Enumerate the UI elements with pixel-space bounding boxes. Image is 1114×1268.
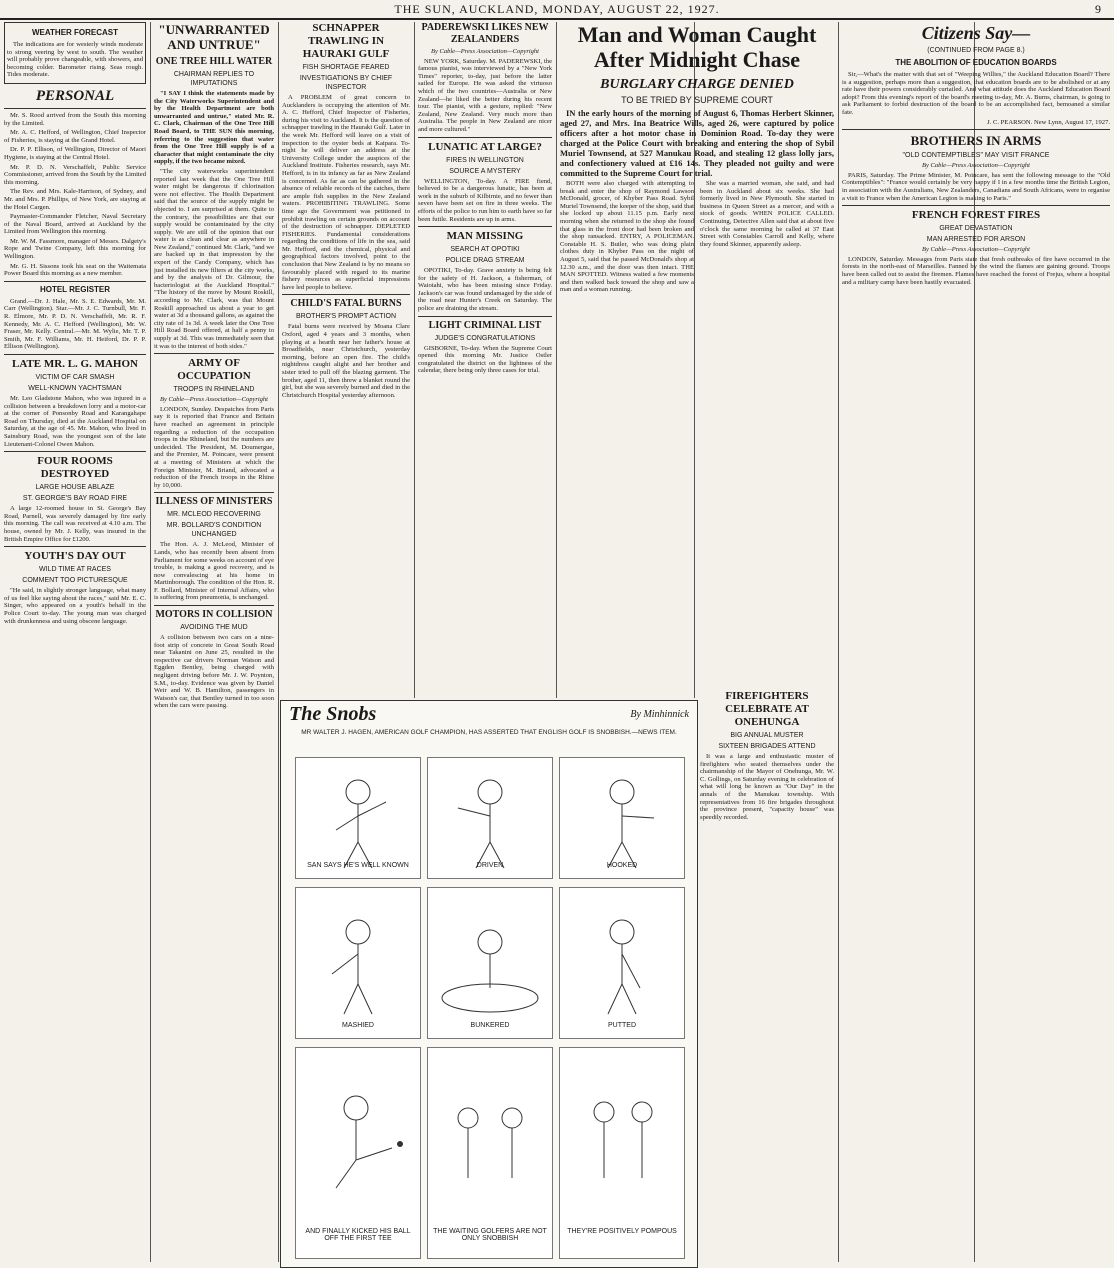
bottom-caption: THEY'RE POSITIVELY POMPOUS: [567, 1228, 677, 1235]
cartoon-panel: [559, 757, 685, 879]
chase-lead: IN the early hours of the morning of August 6, Thomas Herbert Skinner, aged 27, and Mrs. Ina Beatrice Wills, aged 26, were captured by police officers after a hot motor chase in Dominion Road. To-day they were charged at the Police Court with breaking and entering the shop of Sybil Muriel Townsend, at 527 Manukau Road, and stealing 12 glass lolly jars, and confectionery valued at £16 14s. They pleaded not guilty and were committed to the Supreme Court for trial.: [560, 108, 834, 178]
golfer-drawing: [296, 1048, 420, 1228]
personal-item: The Rev. and Mrs. Kale-Harrison, of Sydney, and Mr. and Mrs. P. Phillips, of New York, are staying at the Hotel Cargen.: [4, 188, 146, 211]
paderewski-byline: By Cable—Press Association—Copyright: [431, 48, 539, 55]
illness-headline: ILLNESS OF MINISTERS: [155, 496, 273, 508]
panel-label: BUNKERED: [470, 1022, 510, 1029]
citizens-continued: (CONTINUED FROM PAGE 8.): [927, 47, 1025, 54]
letter-signoff: J. C. PEARSON. New Lynn, August 17, 1927.: [987, 118, 1110, 126]
water-subhead: ONE TREE HILL WATER: [155, 56, 273, 67]
letter-title: THE ABOLITION OF EDUCATION BOARDS: [895, 58, 1057, 67]
mahon-text: Mr. Leo Gladstone Mahon, who was injured in a collision between a breakdown lorry and a motor-car at the corner of Ponsonby Road and Karangahape Road on Thursday, died at the Auckland Hospital on Saturday, at the age of 45. Mr. Mahon, who lived in Sainsbury Road, was the youngest son of the late Lieutenant-Colonel Owen Mahon.: [4, 395, 146, 448]
motors-text: A collision between two cars on a nine-foot strip of concrete in Great South Road near Takanini on June 25, resulted in the respective car drivers Norman Watson and Eggden Bentley, being charged with negligent driving before Mr. J. W. Poynton, S.M., to-day. Evidence was given by Daniel Weir and W. B. Hamilton, passengers in Watson's car, that Bentley turned in too soon when the cars were passing.: [154, 634, 274, 710]
firefighters-headline: FIREFIGHTERS CELEBRATE AT ONEHUNGA: [725, 690, 809, 728]
mahon-dek: VICTIM OF CAR SMASH: [35, 374, 115, 381]
lunatic-text: WELLINGTON, To-day. A FIRE fiend, believed to be a dangerous lunatic, has been at work in the suburb of Kilbirnie, and no fewer than seven have been set on fire in three weeks. The efforts of the police to run him to earth have so far been futile. Residents are up in arms.: [418, 177, 552, 223]
column-2: [154, 22, 274, 1266]
judge-headline: LIGHT CRIMINAL LIST: [428, 319, 542, 331]
column-3: [282, 22, 410, 694]
letter-text: Sir,—What's the matter with that set of "Weeping Willies," the Auckland Education Board? There is a suggestion, perhaps more than a suggestion, that education boards are to be abolished or at any rate have their powers considerably curtailed. And what attitude does the Auckland Education Board adopt? From this evening's report of the board's meeting to-day, Mr. A. Burns, chairman, is going to ask Parliament to forbid destruction of the board to be an accomplished fact, bemoaned a similar fate.: [842, 71, 1110, 116]
golfers-drawing: [560, 1048, 684, 1228]
missing-dek: SEARCH AT OPOTIKI: [450, 246, 520, 254]
golfer-drawing: [428, 758, 552, 878]
trawling-dek: FISH SHORTAGE FEARED: [302, 64, 390, 71]
chase-body: She was a married woman, she said, and had been in Auckland about six weeks. She had formerly lived in New Plymouth. She started in business in Queen Street as a mercer, and with a stock of goods. WHEN POLICE CALLED. Continuing, Detective Allen said that at about five o'clock the same morning he called at 37 East Street with Constables Carroll and Kelly, where they found Skinner, apparently asleep.: [700, 180, 834, 248]
golfer-drawing: [428, 888, 552, 1038]
bottom-caption: THE WAITING GOLFERS ARE NOT ONLY SNOBBISH: [433, 1228, 547, 1242]
chase-dek: TO BE TRIED BY SUPREME COURT: [621, 95, 773, 105]
chase-headline: Man and Woman Caught After Midnight Chase: [577, 22, 817, 72]
masthead: [0, 0, 1114, 20]
youth-headline: YOUTH'S DAY OUT: [24, 550, 126, 563]
column-5: [560, 22, 834, 694]
column-rule: [414, 22, 415, 698]
citizens-headline: Citizens Say—: [921, 23, 1031, 43]
column-5b: [700, 690, 834, 1266]
cartoon-panel: [559, 887, 685, 1039]
personal-title: PERSONAL: [35, 87, 115, 104]
panel-label: MASHIED: [342, 1022, 374, 1029]
column-4: [418, 22, 552, 694]
cartoon-panel: [295, 757, 421, 879]
forest-dek: GREAT DEVASTATION: [939, 225, 1013, 233]
column-rule: [278, 22, 279, 1262]
cartoon-panel: [427, 887, 553, 1039]
motors-dek: AVOIDING THE MUD: [180, 624, 248, 632]
lunatic-headline: LUNATIC AT LARGE?: [428, 140, 542, 153]
weather-text: The indications are for westerly winds moderate to strong veering by west to south. The weather will probably prove changeable, with showers, and becoming colder. Barometer rising. Seas rough. Tides moderate.: [7, 41, 143, 79]
fire-dek: ST. GEORGE'S BAY ROAD FIRE: [22, 495, 128, 503]
golfer-drawing: [296, 758, 420, 878]
water-dek: CHAIRMAN REPLIES TO IMPUTATIONS: [173, 71, 255, 87]
golfer-drawing: [560, 758, 684, 878]
personal-item: Mr. W. M. Fassmore, manager of Messrs. Dalgety's Rope and Twine Company, left this morning for Wellington.: [4, 237, 146, 261]
column-rule: [838, 22, 839, 1262]
firefighters-dek: BIG ANNUAL MUSTER: [730, 732, 804, 739]
illness-dek: MR. BOLLARD'S CONDITION UNCHANGED: [166, 522, 262, 539]
fire-headline: FOUR ROOMS DESTROYED: [37, 455, 113, 481]
bottom-caption: AND FINALLY KICKED HIS BALL OFF THE FIRST TEE: [305, 1228, 411, 1242]
fire-dek: LARGE HOUSE ABLAZE: [35, 484, 115, 492]
golfer-drawing: [560, 888, 684, 1038]
missing-headline: MAN MISSING: [446, 230, 524, 243]
trawling-body: A PROBLEM of great concern to Aucklanders is occupying the attention of Mr. A. C. Hefford, Chief Inspector of Fisheries, during his visit to Auckland. It is the question of schnapper trawling in the Hauraki Gulf. Later in the week Mr. Hefford will leave on a visit of inspection to the oyster beds at Kaipara. To-night he will deliver an address at the University College under the auspices of the Auckland Institute. Fisheries research, says Mr. Hefford, is in its infancy as far as New Zealand is concerned. As far as can be gathered in the absence of reliable records of the catches, there are ample fish supplies in the New Zealand waters. PROHIBITING TRAWLING. Some time ago the Government was petitioned to prohibit trawling on certain grounds on account of the destruction of schnapper. DEPLETED FISHERIES. Fundamental considerations regarding the conditions of life in the sea, said Mr. Hefford, and the chemical, physical and geographical factors involved, point to the conclusion that New Zealand is by no means so favourably placed with regard to its marine fishery resources as superficial impressions have led people to believe.: [282, 94, 410, 291]
cartoon-the-snobs: [280, 700, 698, 1268]
cartoon-panel: [295, 1047, 421, 1259]
golfers-drawing: [428, 1048, 552, 1228]
panel-label: DRIVEN: [476, 862, 504, 869]
column-1: [4, 22, 146, 1266]
youth-dek: WILD TIME AT RACES: [39, 566, 111, 574]
personal-item: Dr. P. P. Ellison, of Wellington, Director of Maori Hygiene, is staying at the Central Hotel.: [4, 146, 146, 161]
missing-text: OPOTIKI, To-day. Grave anxiety is being felt for the safety of H. Jackson, a fisherman, of Waiotahi, who has been missing since Friday. Jackson's car was found undamaged by the side of the road near Hunter's Creek on Saturday. The police are draining the stream.: [418, 267, 552, 313]
lunatic-dek: SOURCE A MYSTERY: [449, 167, 521, 175]
burns-dek: BROTHER'S PROMPT ACTION: [296, 313, 396, 321]
illness-text: The Hon. A. J. McLeod, Minister of Lands, who has recently been absent from Parliament for some weeks on account of eye trouble, is making a good recovery, and is now convalescing at his home in Martinborough. The condition of the Hon. R. F. Bollard, Minister of Internal Affairs, who is suffering from pneumonia, is unchanged.: [154, 541, 274, 602]
panel-label: PUTTED: [608, 1022, 636, 1029]
cartoon-panel: [427, 757, 553, 879]
lunatic-dek: FIRES IN WELLINGTON: [446, 156, 524, 164]
panel-label: HOOKED: [606, 862, 638, 869]
cartoon-author: By Minhinnick: [630, 709, 689, 720]
fire-text: A large 12-roomed house in St. George's Bay Road, Parnell, was severely damaged by fire early this morning. The call was received at 4.10 a.m. The house, owned by Mr. J. Kelly, was insured in the British Empire Office for £1200.: [4, 505, 146, 543]
paderewski-body: NEW YORK, Saturday. M. PADEREWSKI, the famous pianist, was interviewed by a "New York Times" reporter, to-day, just before the latter sailed for Europe. He was asked the virtuoso which of the two countries—Australia or New Zealand—he liked the better during his recent tour. The pianist, with a gesture, replied: "New Zealand, New Zealand. Very much more than Australia. The people in New Zealand are nicer and more cultured.": [418, 57, 552, 133]
brothers-headline: BROTHERS IN ARMS: [910, 133, 1042, 149]
brothers-dek: "OLD CONTEMPTIBLES" MAY VISIT FRANCE: [902, 152, 1050, 160]
burns-headline: CHILD'S FATAL BURNS: [290, 298, 402, 310]
firefighters-dek: SIXTEEN BRIGADES ATTEND: [718, 743, 816, 750]
army-text: LONDON, Sunday. Despatches from Paris say it is reported that France and Britain have reached an agreement in principle regarding a reduction of the occupation troops in the Rhineland, but the numbers are undecided. The President, M. Doumergue, and the Premier, M. Poincare, were present at a meeting of Ministers at which the Foreign Minister, M. Briand, advocated a reduction of the French troops in the Rhine by 10,000.: [154, 405, 274, 489]
mahon-headline: LATE MR. L. G. MAHON: [12, 358, 138, 370]
illness-dek: MR. MCLEOD RECOVERING: [167, 511, 261, 519]
cartoon-panel: [295, 887, 421, 1039]
column-6: [842, 22, 1110, 1266]
army-dek: TROOPS IN RHINELAND: [173, 386, 255, 394]
motors-headline: MOTORS IN COLLISION: [155, 609, 273, 621]
hotel-text: Grand.—Dr. J. Hale, Mr. S. E. Edwards, Mr. M. Carr (Wellington). Star.—Mr. J. C. Turnbull, Mr. F. R. Elmore, Mr. P. D. N. Verschaffelt, Mr. R. F. Kennedy, Mr. A. C. Hefford (Wellington), Mr. W. Fraser, Mr. Kelly. Central.—Mr. M. Wylie, Mr. T. P. Smith, Mr. F. Williams, Mr. H. Heiford, Dr. P. P. Ellison (Wellington).: [4, 297, 146, 351]
personal-item: Mr. S. Rood arrived from the South this morning by the Limited.: [4, 111, 146, 127]
paderewski-headline: PADEREWSKI LIKES NEW ZEALANDERS: [421, 22, 549, 45]
army-headline: ARMY OF OCCUPATION: [177, 357, 251, 383]
cartoon-panel: [427, 1047, 553, 1259]
column-rule: [556, 22, 557, 698]
brothers-text: PARIS, Saturday. The Prime Minister, M. Poincare, has sent the following message to the "Old Contemptibles": "France would certainly be very happy if I in a few months time the British Legion, in association with the Australians, New Zealanders, Canadians and South Africans, were to organise a visit to France when the American Legion is making to Paris.": [842, 171, 1110, 202]
mahon-dek: WELL-KNOWN YACHTSMAN: [28, 385, 122, 392]
firefighters-text: It was a large and enthusiastic muster of firefighters who seated themselves under the chairmanship of the Mayor of Onehunga, Mr. W. C. Gollings, on Saturday evening in celebration of what will long be known as "Our Day" in the annals of the Manukau township. With representatives from 16 fire brigades throughout the province present, "capacity house" was speedily recorded.: [700, 753, 834, 821]
column-rule: [150, 22, 151, 1262]
panel-label: SAN SAYS HE'S WELL KNOWN: [307, 862, 409, 869]
cartoon-caption: MR WALTER J. HAGEN, AMERICAN GOLF CHAMPION, HAS ASSERTED THAT ENGLISH GOLF IS SNOBBISH.—NEWS ITEM.: [301, 729, 677, 736]
hotel-title: HOTEL REGISTER: [39, 284, 111, 294]
brothers-byline: By Cable—Press Association—Copyright: [922, 162, 1030, 170]
weather-title: WEATHER FORECAST: [31, 28, 119, 37]
forest-text: LONDON, Saturday. Messages from Paris state that fresh outbreaks of fire have occurred in the forests in the north-east of Marseilles. Fanned by the wind the flames are gaining ground. Troops have been called out to assist the firemen. Flames have reached the forest of Frejus, where a hospital and a military camp have been hastily evacuated.: [842, 255, 1110, 286]
trawling-headline: SCHNAPPER TRAWLING IN HAURAKI GULF: [302, 22, 390, 60]
burns-text: Fatal burns were received by Moana Clare Oxford, aged 4 years and 3 months, when playing at a hearth near her father's house at Broadfields, near Christchurch, yesterday morning, before an open fire. The child's nightdress caught alight and her brother and sister tried to pull off the blazing garment. The brother, aged 11, then threw a blanket round the girl, but she was severely burned and died in the Christchurch Hospital yesterday afternoon.: [282, 323, 410, 399]
youth-text: "He said, in slightly stronger language, what many of us feel like saying about the races," said Mr. E. C. Singer, who appeared on a youth's behalf in the Police Court to-day. The young man was charged with drunkenness and using obscene language.: [4, 587, 146, 625]
cartoon-title: The Snobs: [289, 703, 377, 725]
chase-dek: BURGLARY CHARGE DENIED: [600, 77, 794, 92]
personal-item: Mr. G. H. Sissons took his seat on the Waitemata Power Board this morning as a new member.: [4, 262, 146, 278]
cartoon-panel: [559, 1047, 685, 1259]
personal-item: Mr. A. C. Hefford, of Wellington, Chief Inspector of Fisheries, is staying at the Grand Hotel.: [4, 129, 146, 144]
youth-dek: COMMENT TOO PICTURESQUE: [22, 577, 128, 585]
golfer-drawing: [296, 888, 420, 1038]
water-body: "The city waterworks superintendent reported last week that the One Tree Hill water might be dangerous if chlorination were not effective. The Health Department said that the source of the supply might be objected to. I am surprised at them. Quite to the contrary, the possibilities are that our supply would be contaminated by the city supply. We are still of the opinion that our water is as clean and clear as anywhere in New Zealand," continued Mr. Clark, "and we are backed up in that impression by the expert of the Candy Company, which has just installed its new filters at the city works, and by the analysis of Dr. Gilmour, the bacteriologist at the Auckland Hospital." "The history of the move by Mount Roskill, according to Mr. Clark, was that Mount Roskill approached us about a year to get water at 3d a thousand gallons, as against the city rate of 1s 3d. A week later the One Tree Hill Road Board offered, at half a penny to supply at 3d. This was immediately seen that it was to the interest of both sides.": [154, 167, 274, 350]
personal-item: Paymaster-Commander Fletcher, Naval Secretary of the Naval Board, arrived at Auckland by the Limited from Wellington this morning.: [4, 213, 146, 236]
judge-text: GISBORNE, To-day. When the Supreme Court opened this morning Mr. Justice Ostler congratulated the district on the lightness of the calendar, there being only three cases for trial.: [418, 344, 552, 375]
page-number: 9: [1095, 2, 1102, 16]
water-lead: "I SAY I think the statements made by the City Waterworks Superintendent and by the Health Department are both unwarranted and untrue," stated Mr. R. C. Clark, Chairman of the One Tree Hill Road Board, to THE SUN this morning, referring to the suggestion that water from the One Tree Hill supply is of a character that might contaminate the city supply, if the two became mixed.: [154, 90, 274, 166]
forest-byline: By Cable—Press Association—Copyright: [922, 246, 1030, 254]
trawling-dek: INVESTIGATIONS BY CHIEF INSPECTOR: [299, 75, 393, 91]
masthead-title: THE SUN, AUCKLAND, MONDAY, AUGUST 22, 1927.: [394, 2, 720, 16]
forest-headline: FRENCH FOREST FIRES: [911, 209, 1041, 222]
chase-body: BOTH were also charged with attempting to break and enter the shop of Raymond Lawson McDonald, grocer, of Khyber Pass Road. Sybil Muriel Townsend, the keeper of the shop, said that she locked up about 11.15 p.m. Early next morning when she returned to the shop she found that glass in the front door had been broken and the shop ransacked. ENTRY, A POLICEMAN. Constable H. S. Butler, who was doing plain clothes duty in Khyber Pass on the night of August 5, said that he passed McDonald's shop at 12.30 a.m., and the door was then intact. THE MAN SPOTTED. Witness waited a few moments and then walked back toward the shop and saw a man and a woman running.: [560, 180, 694, 294]
water-headline: "UNWARRANTED AND UNTRUE": [158, 22, 270, 52]
missing-dek: POLICE DRAG STREAM: [445, 257, 525, 265]
personal-item: Mr. P. D. N. Verschaffelt, Public Service Commissioner, arrived from the South by the Limited this morning.: [4, 163, 146, 186]
forest-dek: MAN ARRESTED FOR ARSON: [926, 236, 1026, 244]
judge-dek: JUDGE'S CONGRATULATIONS: [434, 334, 536, 342]
army-byline: By Cable—Press Association—Copyright: [160, 396, 268, 404]
